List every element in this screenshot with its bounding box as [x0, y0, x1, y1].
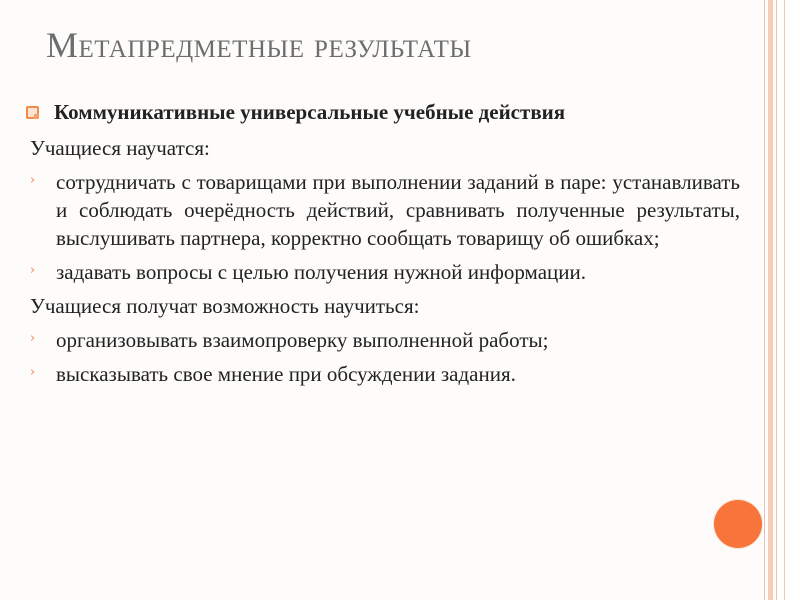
chevron-right-icon: › [30, 263, 36, 278]
decorative-vertical-rule [776, 0, 777, 600]
section-heading [24, 98, 740, 134]
list-item-text: сотрудничать с товарищами при выполнении заданий в паре: устанавливать и соблюдать очерёдность действий, сравнивать полученные результаты, выслушивать партнера, корректно сообщать товарищу об ошибках; [56, 170, 740, 250]
section-label: Учащиеся получат возможность научиться: [30, 294, 420, 318]
slide-title: Метапредметные результаты [46, 25, 472, 65]
list-item-text: высказывать свое мнение при обсуждении задания. [56, 362, 516, 386]
list-item [24, 326, 740, 354]
decorative-circle [714, 500, 762, 548]
decorative-vertical-band [768, 0, 773, 600]
section-label: Учащиеся научатся: [30, 136, 210, 160]
chevron-right-icon: › [30, 331, 36, 346]
list-item [24, 360, 740, 388]
chevron-right-icon: › [30, 173, 36, 188]
list-item [24, 258, 740, 286]
section-heading-text: Коммуникативные универсальные учебные действия [54, 100, 566, 124]
decorative-vertical-rule [764, 0, 765, 600]
decorative-vertical-rule [784, 0, 785, 600]
square-bullet-icon [26, 106, 39, 119]
list-item-text: организовывать взаимопроверку выполненной работы; [56, 328, 549, 352]
list-item-text: задавать вопросы с целью получения нужной информации. [56, 260, 586, 284]
chevron-right-icon: › [30, 365, 36, 380]
list-item [24, 168, 740, 252]
slide-content [24, 98, 740, 394]
